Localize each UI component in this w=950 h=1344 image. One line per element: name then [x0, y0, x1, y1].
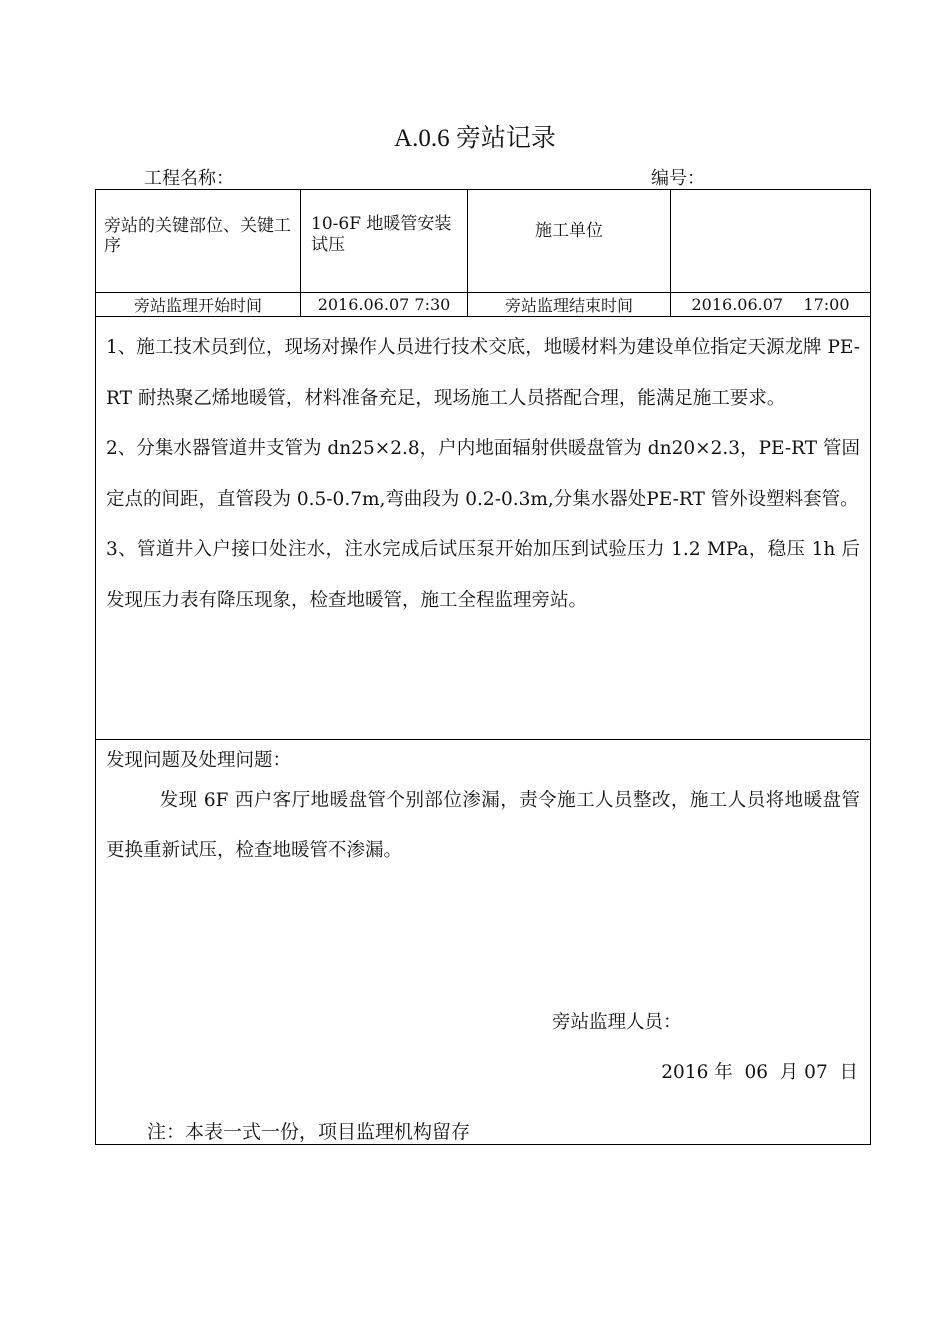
contractor-label: 施工单位 — [468, 190, 671, 293]
signature-label: 旁站监理人员： — [552, 1012, 682, 1033]
end-time-label: 旁站监理结束时间 — [468, 293, 671, 317]
process-row — [96, 317, 871, 740]
issues-row — [96, 740, 871, 1145]
start-time-value: 2016.06.07 7:30 — [301, 293, 468, 317]
end-time-value: 2016.06.07 17:00 — [671, 293, 871, 317]
process-cell — [96, 317, 871, 740]
time-row — [96, 293, 871, 317]
project-name-label: 工程名称： — [144, 168, 234, 189]
issues-heading: 发现问题及处理问题： — [106, 750, 292, 771]
contractor-value — [671, 190, 871, 293]
process-paragraph-1: 1、施工技术员到位，现场对操作人员进行技术交底，地暖材料为建设单位指定天源龙牌 PE-RT 耐热聚乙烯地暖管，材料准备充足，现场施工人员搭配合理，能满足施工要求。 — [106, 337, 860, 409]
issues-body: 发现 6F 西户客厅地暖盘管个别部位渗漏，责令施工人员整改，施工人员将地暖盘管更换重新试压，检查地暖管不渗漏。 — [106, 790, 860, 861]
footer-note: 注：本表一式一份，项目监理机构留存 — [147, 1121, 471, 1143]
document-title: A.0.6 旁站记录 — [394, 125, 556, 152]
key-part-row — [96, 190, 871, 293]
issues-cell — [96, 740, 871, 1145]
process-paragraph-3: 3、管道井入户接口处注水，注水完成后试压泵开始加压到试验压力 1.2 MPa，稳压 1h 后发现压力表有降压现象，检查地暖管，施工全程监理旁站。 — [106, 539, 860, 611]
start-time-label: 旁站监理开始时间 — [96, 293, 301, 317]
record-date: 2016 年 06 月 07 日 — [661, 1062, 858, 1083]
key-part-value: 10-6F 地暖管安装试压 — [301, 190, 468, 293]
record-number-label: 编号： — [651, 168, 705, 189]
key-part-label: 旁站的关键部位、关键工序 — [96, 190, 301, 293]
process-paragraph-2: 2、分集水器管道井支管为 dn25×2.8，户内地面辐射供暖盘管为 dn20×2.3，PE-RT 管固定点的间距，直管段为 0.5-0.7m,弯曲段为 0.2-0.3m,分集水器处PE-RT 管外设塑料套管。 — [106, 438, 860, 510]
record-table — [95, 189, 871, 1145]
